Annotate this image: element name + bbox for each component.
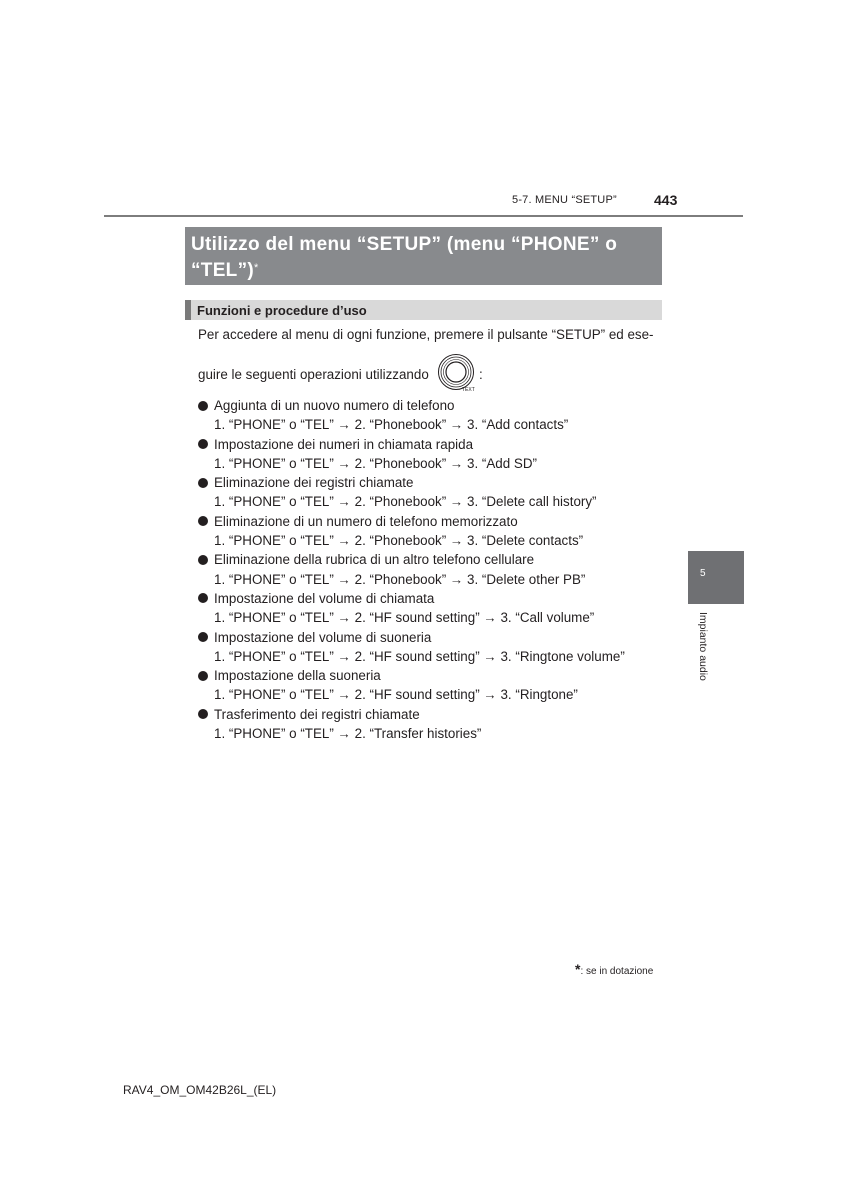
intro-colon: : bbox=[479, 367, 483, 382]
procedure-list bbox=[198, 396, 668, 743]
bullet-icon bbox=[198, 555, 208, 565]
list-item-title bbox=[198, 628, 668, 647]
footnote bbox=[575, 961, 653, 977]
header-divider bbox=[104, 215, 743, 217]
footnote-mark: * bbox=[575, 961, 581, 977]
tune-scroll-knob-icon bbox=[437, 353, 477, 393]
list-item-title-text: Impostazione della suoneria bbox=[214, 668, 381, 684]
list-item-title bbox=[198, 512, 668, 531]
optional-equipment-mark: * bbox=[254, 262, 259, 274]
list-item-title-text: Eliminazione di un numero di telefono memorizzato bbox=[214, 513, 518, 529]
bullet-icon bbox=[198, 516, 208, 526]
intro-line-1: Per accedere al menu di ogni funzione, premere il pulsante “SETUP” ed ese- bbox=[198, 327, 654, 342]
list-item-title bbox=[198, 589, 668, 608]
document-code: RAV4_OM_OM42B26L_(EL) bbox=[123, 1083, 277, 1097]
bullet-icon bbox=[198, 671, 208, 681]
bullet-icon bbox=[198, 439, 208, 449]
list-item-steps: 1. “PHONE” o “TEL” → 2. “HF sound setting” → 3. “Call volume” bbox=[214, 610, 595, 626]
intro-line-2: guire le seguenti operazioni utilizzando bbox=[198, 367, 429, 382]
page-title bbox=[185, 227, 662, 285]
list-item-steps: 1. “PHONE” o “TEL” → 2. “Phonebook” → 3. “Delete other PB” bbox=[214, 571, 586, 587]
list-item-steps: 1. “PHONE” o “TEL” → 2. “Phonebook” → 3. “Delete contacts” bbox=[214, 533, 584, 549]
footnote-text: : se in dotazione bbox=[580, 966, 654, 977]
list-item-title-text: Impostazione del volume di suoneria bbox=[214, 629, 432, 645]
header-section-label: 5-7. MENU “SETUP” bbox=[512, 194, 617, 206]
list-item-title bbox=[198, 550, 668, 569]
list-item-steps: 1. “PHONE” o “TEL” → 2. “HF sound setting” → 3. “Ringtone volume” bbox=[214, 648, 625, 664]
section-subheading: Funzioni e procedure d’uso bbox=[185, 300, 662, 320]
knob-text-label: TEXT bbox=[462, 387, 475, 393]
page-number: 443 bbox=[654, 192, 678, 208]
list-item-title bbox=[198, 473, 668, 492]
list-item-title bbox=[198, 666, 668, 685]
list-item-title-text: Eliminazione della rubrica di un altro telefono cellulare bbox=[214, 552, 535, 568]
list-item-title bbox=[198, 435, 668, 454]
bullet-icon bbox=[198, 401, 208, 411]
list-item-title-text: Impostazione dei numeri in chiamata rapida bbox=[214, 436, 474, 452]
chapter-number: 5 bbox=[700, 568, 706, 579]
chapter-label: Impianto audio bbox=[697, 612, 709, 681]
bullet-icon bbox=[198, 632, 208, 642]
list-item-title-text: Trasferimento dei registri chiamate bbox=[214, 706, 420, 722]
page-title-line-2 bbox=[191, 258, 654, 284]
list-item-title bbox=[198, 396, 668, 415]
chapter-tab bbox=[688, 551, 744, 604]
bullet-icon bbox=[198, 478, 208, 488]
list-item-steps: 1. “PHONE” o “TEL” → 2. “Phonebook” → 3. “Add contacts” bbox=[214, 417, 569, 433]
bullet-icon bbox=[198, 709, 208, 719]
list-item-title bbox=[198, 705, 668, 724]
list-item-title-text: Impostazione del volume di chiamata bbox=[214, 590, 435, 606]
page-title-line-1: Utilizzo del menu “SETUP” (menu “PHONE” o bbox=[191, 234, 618, 255]
list-item-title-text: Eliminazione dei registri chiamate bbox=[214, 475, 414, 491]
bullet-icon bbox=[198, 593, 208, 603]
list-item-steps: 1. “PHONE” o “TEL” → 2. “Phonebook” → 3. “Delete call history” bbox=[214, 494, 597, 510]
list-item-steps: 1. “PHONE” o “TEL” → 2. “Transfer histories” bbox=[214, 726, 482, 742]
list-item-steps: 1. “PHONE” o “TEL” → 2. “Phonebook” → 3. “Add SD” bbox=[214, 455, 537, 471]
list-item-title-text: Aggiunta di un nuovo numero di telefono bbox=[214, 398, 455, 413]
page-title-line-2-text: “TEL”) bbox=[191, 260, 255, 281]
list-item-steps: 1. “PHONE” o “TEL” → 2. “HF sound setting” → 3. “Ringtone” bbox=[214, 687, 578, 703]
